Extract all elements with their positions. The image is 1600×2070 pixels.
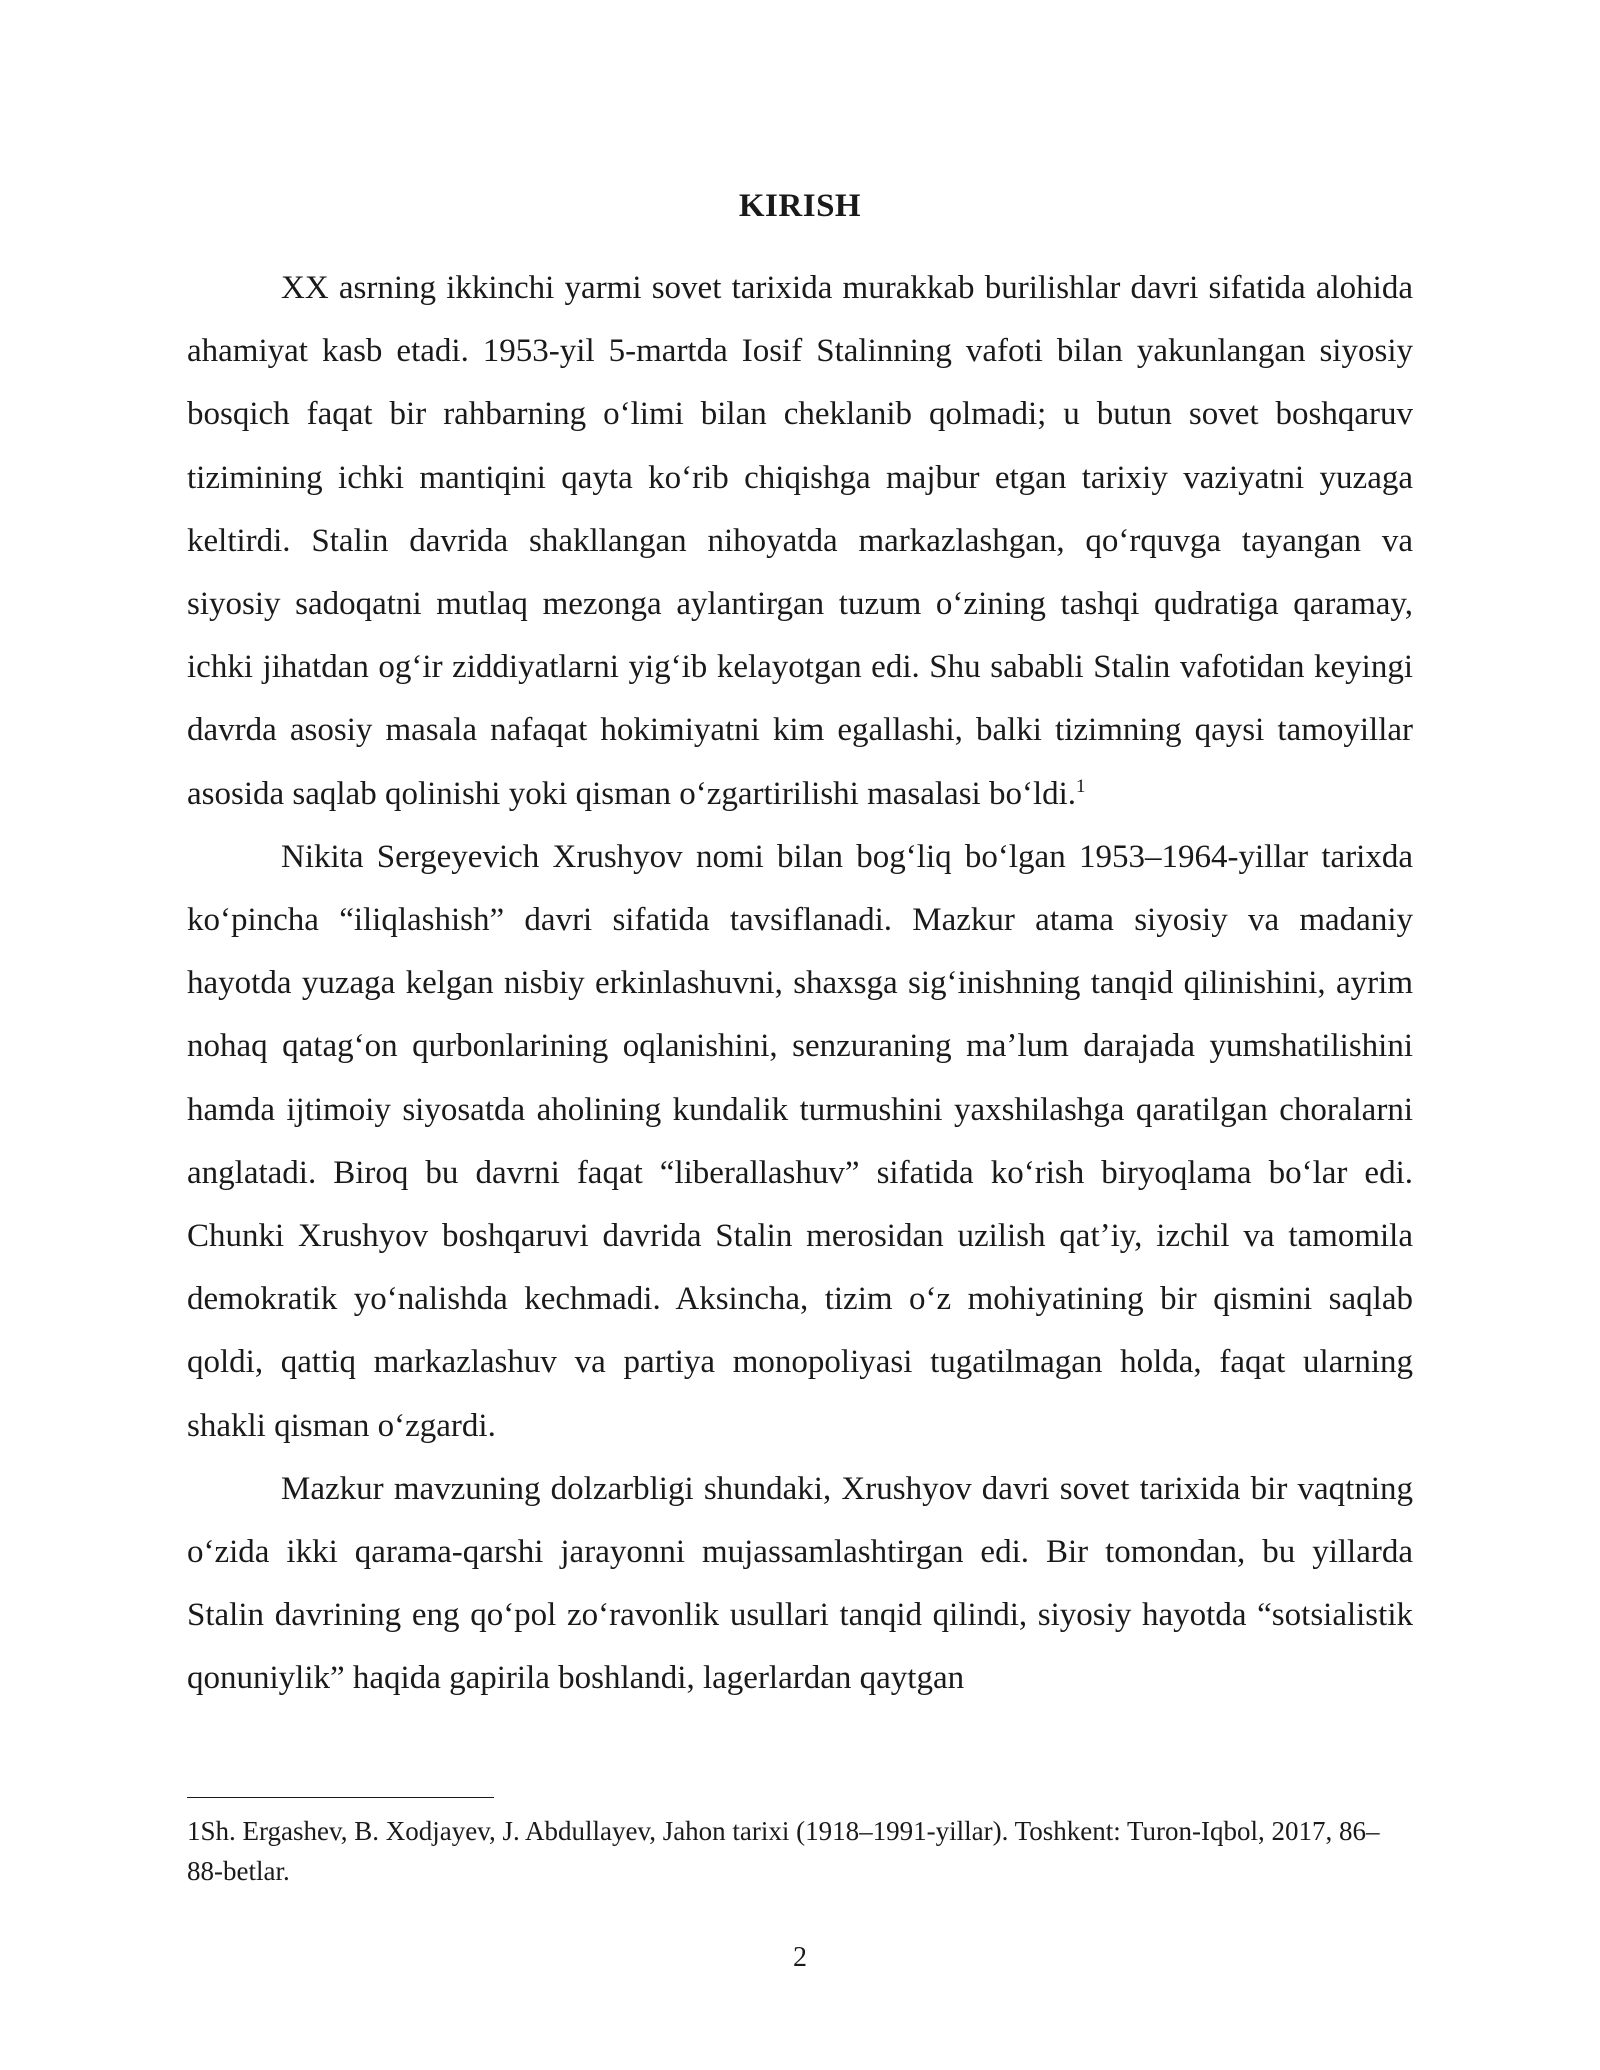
paragraph-2: Nikita Sergeyevich Xrushyov nomi bilan bogʻliq boʻlgan 1953–1964-yillar tarixda koʻpincha “iliqlashish” davri sifatida tavsiflanadi. Mazkur atama siyosiy va madaniy hayotda yuzaga kelgan nisbiy erkinlashuvni, shaxsga sigʻinishning tanqid qilinishini, ayrim nohaq qatagʻon qurbonlarining oqlanishini, senzuraning maʼlum darajada yumshatilishini hamda ijtimoiy siyosatda aholining kundalik turmushini yaxshilashga qaratilgan choralarni anglatadi. Biroq bu davrni faqat “liberallashuv” sifatida koʻrish biryoqlama boʻlar edi. Chunki Xrushyov boshqaruvi davrida Stalin merosidan uzilish qatʼiy, izchil va tamomila demokratik yoʻnalishda kechmadi. Aksincha, tizim oʻz mohiyatining bir qismini saqlab qoldi, qattiq markazlashuv va partiya monopoliyasi tugatilmagan holda, faqat ularning shakli qisman oʻzgardi. bbox=[187, 838, 1413, 1444]
footnote-separator bbox=[187, 1797, 494, 1798]
footnote-reference: 1 bbox=[1076, 775, 1086, 797]
paragraph-3: Mazkur mavzuning dolzarbligi shundaki, Xrushyov davri sovet tarixida bir vaqtning oʻzida ikki qarama-qarshi jarayonni mujassamlashtirgan edi. Bir tomondan, bu yillarda Stalin davrining eng qoʻpol zoʻravonlik usullari tanqid qilindi, siyosiy hayotda “sotsialistik qonuniylik” haqida gapirila boshlandi, lagerlardan qaytgan bbox=[187, 1470, 1413, 1697]
section-title: KIRISH bbox=[738, 188, 862, 224]
page-number: 2 bbox=[793, 1942, 807, 1973]
body-text bbox=[187, 257, 1413, 1711]
paragraph-1 bbox=[187, 257, 1413, 826]
footnote-text: 1Sh. Ergashev, B. Xodjayev, J. Abdullayev, Jahon tarixi (1918–1991-yillar). Toshkent: Turon-Iqbol, 2017, 86–88-betlar. bbox=[187, 1816, 1380, 1886]
paragraph-1-text: XX asrning ikkinchi yarmi sovet tarixida murakkab burilishlar davri sifatida alohida ahamiyat kasb etadi. 1953-yil 5-martda Iosif Stalinning vafoti bilan yakunlangan siyosiy bosqich faqat bir rahbarning oʻlimi bilan cheklanib qolmadi; u butun sovet boshqaruv tizimining ichki mantiqini qayta koʻrib chiqishga majbur etgan tarixiy vaziyatni yuzaga keltirdi. Stalin davrida shakllangan nihoyatda markazlashgan, qoʻrquvga tayangan va siyosiy sadoqatni mutlaq mezonga aylantirgan tuzum oʻzining tashqi qudratiga qaramay, ichki jihatdan ogʻir ziddiyatlarni yigʻib kelayotgan edi. Shu sababli Stalin vafotidan keyingi davrda asosiy masala nafaqat hokimiyatni kim egallashi, balki tizimning qaysi tamoyillar asosida saqlab qolinishi yoki qisman oʻzgartirilishi masalasi boʻldi. bbox=[187, 270, 1413, 812]
